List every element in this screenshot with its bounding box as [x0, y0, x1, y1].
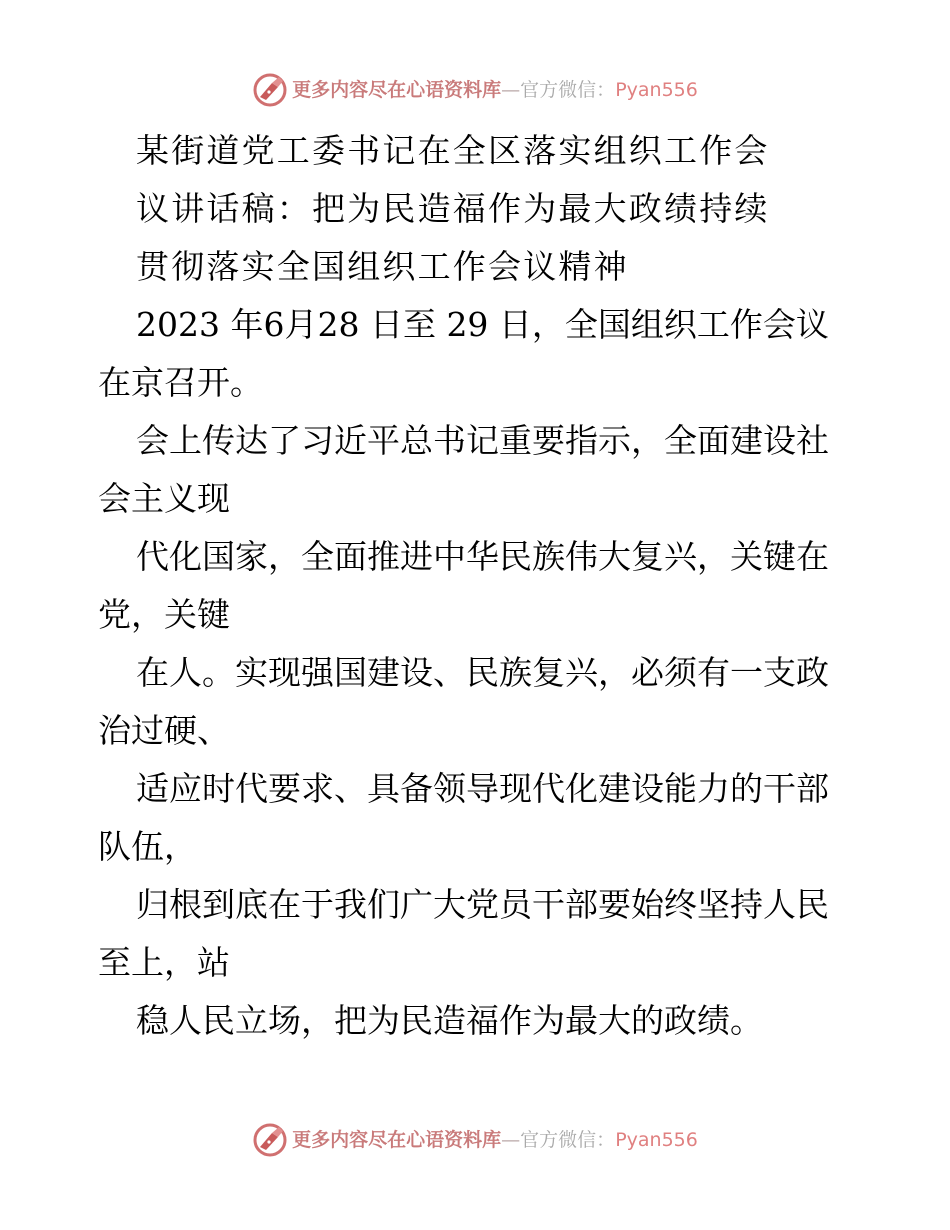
banner-wechat-id: Pyan556: [615, 1128, 698, 1151]
paragraph-line: 党，关键: [98, 595, 230, 634]
banner-promo-text: 更多内容尽在心语资料库: [292, 78, 502, 101]
paragraph-line: 会上传达了习近平总书记重要指示，全面建设社: [136, 421, 829, 460]
header-banner: [0, 70, 950, 110]
paragraph-line: 归根到底在于我们广大党员干部要始终坚持人民: [136, 885, 829, 924]
paragraph-line: 治过硬、: [98, 711, 230, 750]
paragraph-line: 至上，站: [98, 943, 230, 982]
pen-nib-logo-icon: [252, 72, 288, 108]
banner-text: [292, 78, 698, 101]
banner-official-label: 官方微信：: [520, 1128, 616, 1151]
paragraph-line: 适应时代要求、具备领导现代化建设能力的干部: [136, 769, 829, 808]
banner-dash: —: [501, 1128, 521, 1151]
banner-official-label: 官方微信：: [520, 78, 616, 101]
footer-banner: [0, 1120, 950, 1160]
paragraph-line: 在人。实现强国建设、民族复兴，必须有一支政: [136, 653, 829, 692]
paragraph-line: 队伍，: [98, 827, 197, 866]
title-line: 某街道党工委书记在全区落实组织工作会: [136, 131, 770, 170]
title-line: 议讲话稿：把为民造福作为最大政绩持续: [136, 189, 770, 228]
paragraph-line: 在京召开。: [98, 363, 263, 402]
paragraph-line: 会主义现: [98, 479, 230, 518]
paragraph-line: 2023 年6月28 日至 29 日，全国组织工作会议: [136, 305, 829, 344]
pen-nib-logo-icon: [252, 1122, 288, 1158]
banner-dash: —: [501, 78, 521, 101]
document-body: [98, 122, 858, 1050]
title-line: 贯彻落实全国组织工作会议精神: [136, 247, 629, 286]
paragraph-line: 代化国家，全面推进中华民族伟大复兴，关键在: [136, 537, 829, 576]
paragraph-line: 稳人民立场，把为民造福作为最大的政绩。: [136, 1001, 763, 1040]
banner-wechat-id: Pyan556: [615, 78, 698, 101]
banner-text: [292, 1128, 698, 1151]
banner-promo-text: 更多内容尽在心语资料库: [292, 1128, 502, 1151]
